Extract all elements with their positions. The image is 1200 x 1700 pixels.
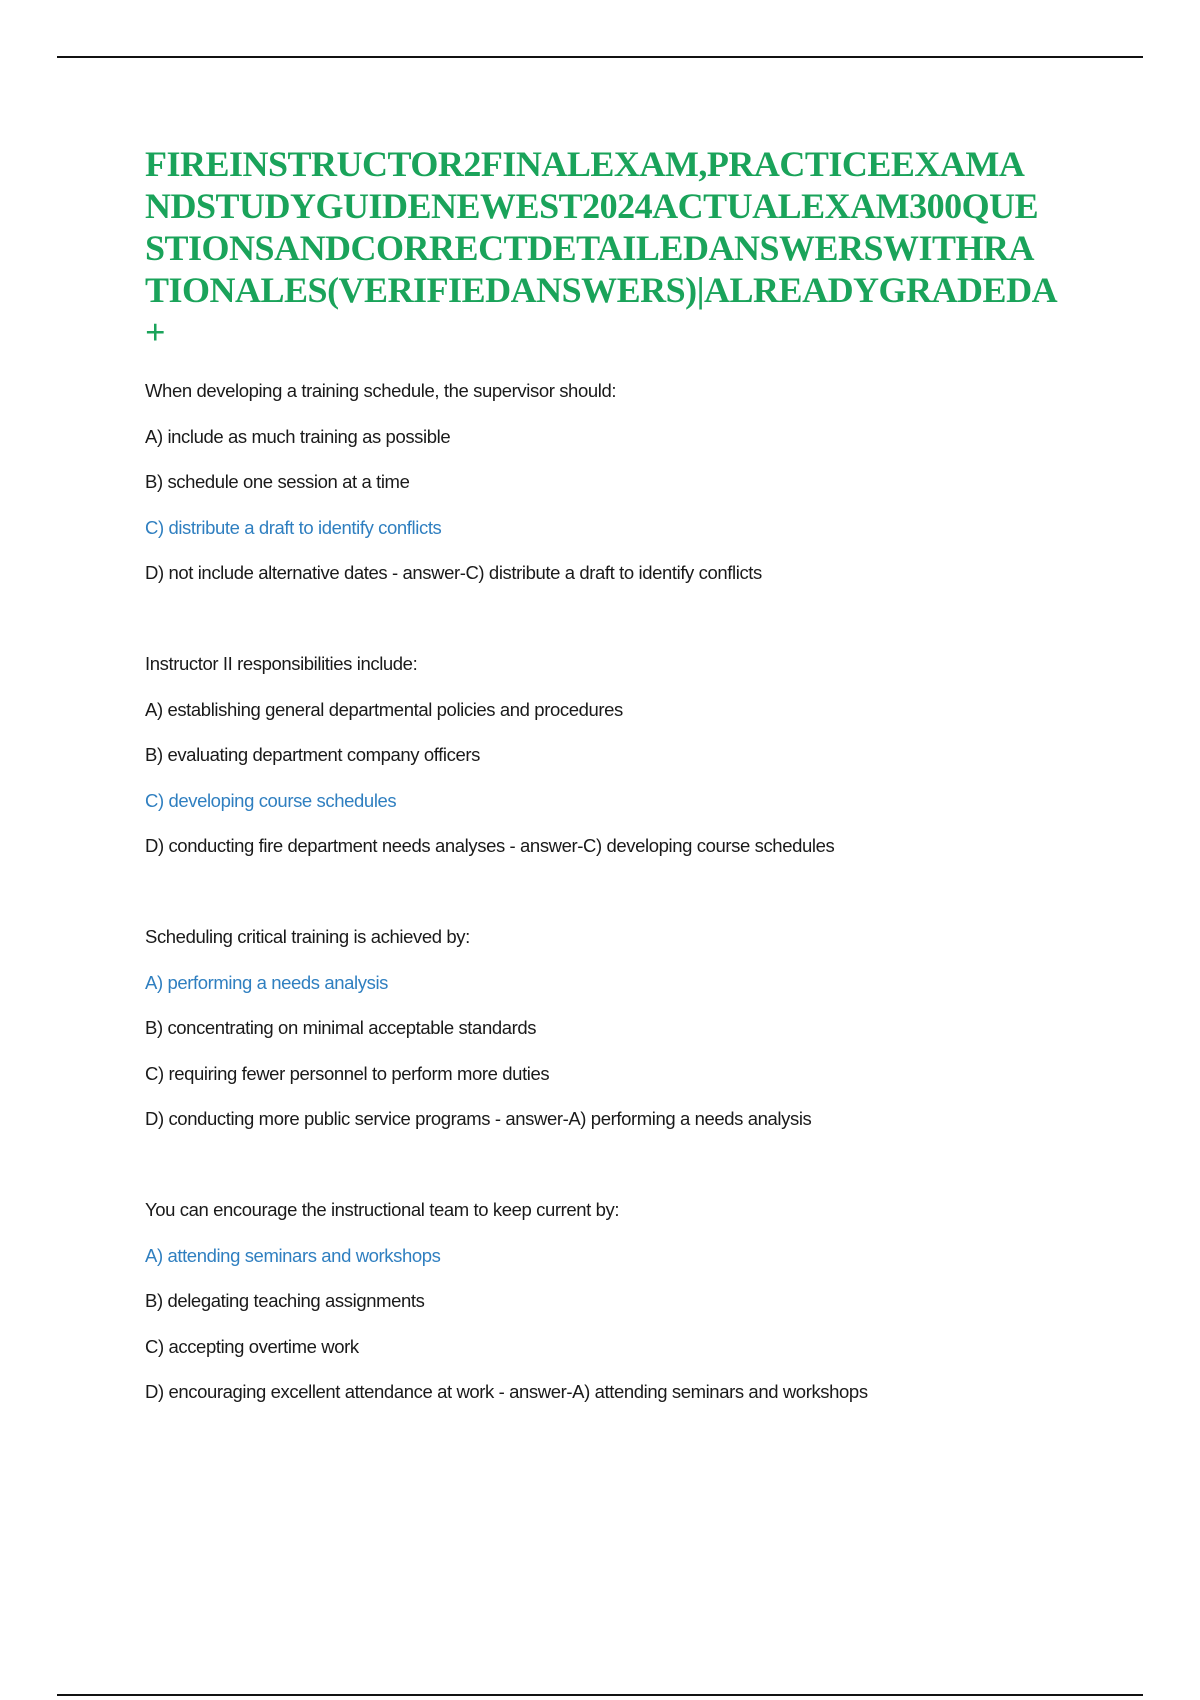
question-block <box>145 925 1145 1198</box>
question-block <box>145 1198 1145 1471</box>
option-a: A) establishing general departmental policies and procedures <box>145 698 623 720</box>
title-line: + <box>145 312 166 352</box>
option-a-correct: A) attending seminars and workshops <box>145 1244 441 1266</box>
option-a-correct: A) performing a needs analysis <box>145 971 389 993</box>
option-b: B) concentrating on minimal acceptable standards <box>145 1017 537 1038</box>
option-b: B) schedule one session at a time <box>145 471 410 492</box>
option-c: C) requiring fewer personnel to perform more duties <box>145 1062 550 1084</box>
title-line: TIONALES(VERIFIEDANSWERS)|ALREADYGRADEDA <box>145 270 1058 310</box>
option-d-with-answer: D) not include alternative dates - answer-C) distribute a draft to identify conflicts <box>145 562 762 583</box>
option-b: B) evaluating department company officers <box>145 744 480 765</box>
title-line: FIREINSTRUCTOR2FINALEXAM,PRACTICEEXAMA <box>145 144 1025 184</box>
question-prompt: Scheduling critical training is achieved by: <box>145 926 470 947</box>
question-block <box>145 379 1145 652</box>
option-c-correct: C) developing course schedules <box>145 789 397 811</box>
top-rule <box>57 56 1143 58</box>
option-a: A) include as much training as possible <box>145 425 451 447</box>
option-d-with-answer: D) conducting more public service programs - answer-A) performing a needs analysis <box>145 1108 812 1129</box>
option-d-with-answer: D) conducting fire department needs analyses - answer-C) developing course schedules <box>145 835 835 856</box>
question-prompt: Instructor II responsibilities include: <box>145 653 418 674</box>
option-d-with-answer: D) encouraging excellent attendance at work - answer-A) attending seminars and workshops <box>145 1381 868 1402</box>
question-prompt: You can encourage the instructional team to keep current by: <box>145 1199 620 1220</box>
question-block <box>145 652 1145 925</box>
question-list <box>145 379 1145 1471</box>
bottom-rule <box>57 1694 1143 1696</box>
question-prompt: When developing a training schedule, the supervisor should: <box>145 380 617 401</box>
option-b: B) delegating teaching assignments <box>145 1290 425 1311</box>
option-c: C) accepting overtime work <box>145 1335 359 1357</box>
option-c-correct: C) distribute a draft to identify conflicts <box>145 516 442 538</box>
document-title <box>145 143 1095 353</box>
title-line: STIONSANDCORRECTDETAILEDANSWERSWITHRA <box>145 228 1035 268</box>
title-line: NDSTUDYGUIDENEWEST2024ACTUALEXAM300QUE <box>145 186 1039 226</box>
